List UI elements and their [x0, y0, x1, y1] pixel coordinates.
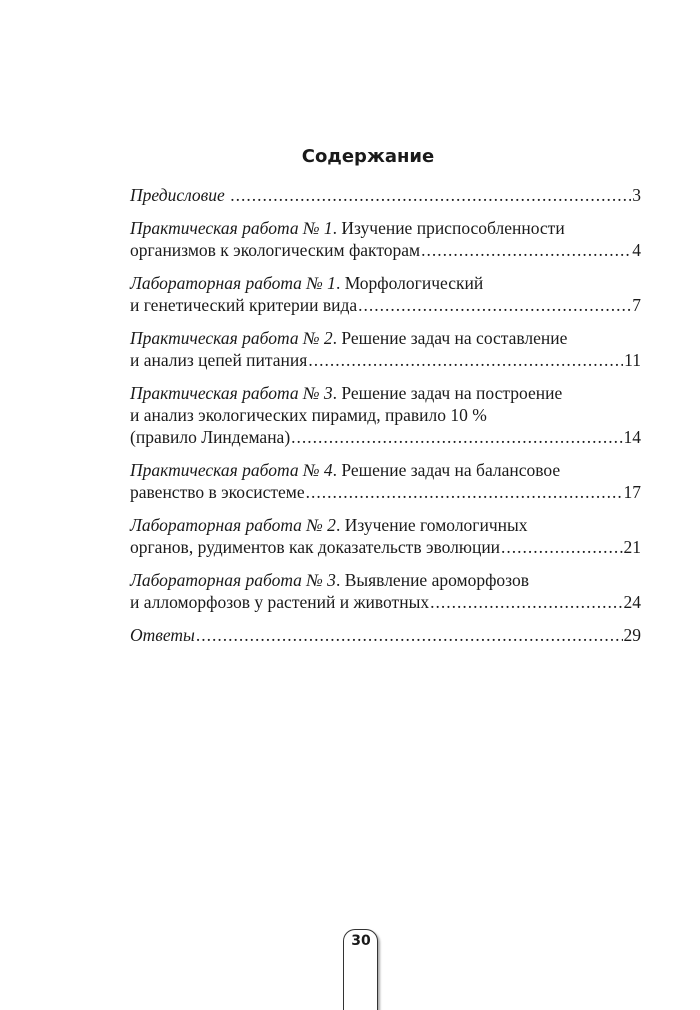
toc-entry-page: 3: [632, 185, 641, 205]
toc-entry[interactable]: [130, 382, 641, 448]
toc-entry-label: Лабораторная работа № 2: [130, 515, 336, 535]
toc-entry[interactable]: [130, 272, 641, 316]
dot-leader: [358, 294, 631, 316]
toc-entry-label: Практическая работа № 3: [130, 383, 333, 403]
toc-entry-page: 17: [623, 482, 641, 502]
dot-leader: [230, 184, 631, 206]
toc-entry-title: . Решение задач на балансовое: [332, 460, 561, 480]
toc-entry[interactable]: [130, 217, 641, 261]
toc-entry-label: Практическая работа № 1: [130, 218, 333, 238]
dot-leader: [430, 591, 622, 613]
toc-entry-title: . Изучение гомологичных: [335, 515, 528, 535]
page-title: Содержание: [301, 146, 435, 167]
toc-entry[interactable]: [130, 184, 641, 206]
toc-entry[interactable]: [130, 569, 641, 613]
toc-entry-title: и анализ экологических пирамид, правило 10 %: [130, 405, 487, 425]
toc-entry-label: Практическая работа № 4: [130, 460, 333, 480]
toc-entry-title: . Изучение приспособленности: [332, 218, 565, 238]
table-of-contents: [130, 184, 641, 657]
toc-entry-title: (правило Линдемана): [130, 427, 291, 447]
toc-entry-title: органов, рудиментов как доказательств эволюции: [130, 537, 501, 557]
toc-entry-page: 21: [623, 537, 641, 557]
toc-entry-title: и генетический критерии вида: [130, 295, 358, 315]
toc-entry-label: Лабораторная работа № 1: [130, 273, 336, 293]
toc-entry[interactable]: [130, 459, 641, 503]
dot-leader: [501, 536, 622, 558]
dot-leader: [196, 624, 623, 646]
toc-entry-title: . Морфологический: [335, 273, 484, 293]
toc-entry-page: 11: [624, 350, 641, 370]
toc-entry-title: организмов к экологическим факторам: [130, 240, 421, 260]
toc-entry-title: равенство в экосистеме: [130, 482, 305, 502]
toc-entry-title: и алломорфозов у растений и животных: [130, 592, 430, 612]
toc-entry-label: Ответы: [130, 625, 195, 645]
toc-entry-label: Практическая работа № 2: [130, 328, 333, 348]
dot-leader: [291, 426, 622, 448]
toc-entry-page: 14: [623, 427, 641, 447]
toc-entry-title: . Выявление ароморфозов: [335, 570, 529, 590]
toc-entry-label: Лабораторная работа № 3: [130, 570, 336, 590]
dot-leader: [421, 239, 631, 261]
toc-entry-title: . Решение задач на составление: [332, 328, 568, 348]
toc-entry-page: 24: [623, 592, 641, 612]
toc-entry-page: 4: [632, 240, 641, 260]
dot-leader: [306, 481, 623, 503]
toc-entry[interactable]: [130, 514, 641, 558]
toc-entry-page: 29: [623, 625, 641, 645]
toc-entry-label: Предисловие: [130, 185, 225, 205]
toc-entry[interactable]: [130, 327, 641, 371]
toc-entry-title: и анализ цепей питания: [130, 350, 308, 370]
toc-entry-page: 7: [632, 295, 641, 315]
toc-entry-title: . Решение задач на построение: [332, 383, 563, 403]
dot-leader: [308, 349, 623, 371]
toc-entry[interactable]: [130, 624, 641, 646]
page-number: 30: [351, 933, 371, 949]
